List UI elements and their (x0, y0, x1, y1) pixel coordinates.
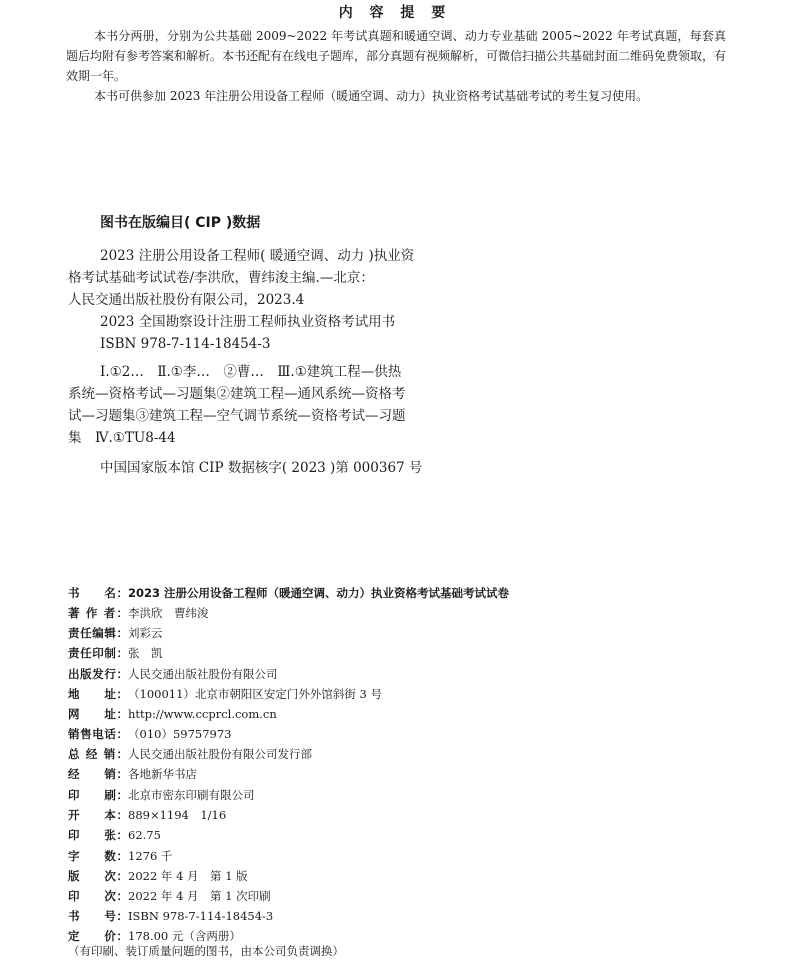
summary-title: 内 容 提 要 (338, 5, 452, 21)
copyright-label: 网 址： (68, 707, 128, 721)
copyright-row-seller (68, 764, 197, 784)
copyright-value: （010）59757973 (128, 727, 232, 741)
cip-line: 格考试基础考试试卷/李洪欣，曹纬浚主编.—北京： (68, 270, 374, 286)
copyright-value: 北京市密东印刷有限公司 (128, 788, 255, 802)
cip-record-number: 中国国家版本馆 CIP 数据核字( 2023 )第 000367 号 (100, 460, 423, 476)
copyright-row-edition (68, 866, 248, 886)
copyright-row-impression (68, 886, 271, 906)
copyright-footnote: （有印刷、装订质量问题的图书，由本公司负责调换） (68, 944, 344, 958)
copyright-label: 著 作 者： (68, 606, 128, 620)
copyright-row-publisher (68, 664, 278, 684)
cip-line: 2023 注册公用设备工程师( 暖通空调、动力 )执业资 (100, 248, 415, 264)
copyright-row-address (68, 684, 382, 704)
copyright-label: 销售电话： (68, 727, 128, 741)
copyright-label: 出版发行： (68, 667, 128, 681)
copyright-value: 889×1194 1/16 (128, 808, 227, 822)
copyright-value: 李洪欣 曹纬浚 (128, 606, 209, 620)
copyright-label: 字 数： (68, 849, 128, 863)
summary-paragraph-2: 本书可供参加 2023 年注册公用设备工程师（暖通空调、动力）执业资格考试基础考试的考生复习使用。 (94, 89, 649, 103)
copyright-value: 2022 年 4 月 第 1 次印刷 (128, 889, 271, 903)
cip-classification-line: 集 Ⅳ.①TU8-44 (68, 430, 176, 446)
cip-classification-line: Ⅰ.①2… Ⅱ.①李… ②曹… Ⅲ.①建筑工程—供热 (100, 364, 402, 380)
copyright-row-phone (68, 724, 231, 744)
copyright-label: 责任编辑： (68, 626, 128, 640)
copyright-row-editor (68, 623, 163, 643)
copyright-label: 经 销： (68, 767, 128, 781)
copyright-row-printer (68, 785, 255, 805)
copyright-label: 责任印制： (68, 646, 128, 660)
copyright-row-word-count (68, 846, 172, 866)
cip-classification-line: 系统—资格考试—习题集②建筑工程—通风系统—资格考 (68, 386, 406, 402)
copyright-value: 2023 注册公用设备工程师（暖通空调、动力）执业资格考试基础考试试卷 (128, 586, 510, 600)
copyright-label: 印 次： (68, 889, 128, 903)
copyright-label: 印 张： (68, 828, 128, 842)
copyright-value: ISBN 978-7-114-18454-3 (128, 909, 274, 923)
copyright-label: 印 刷： (68, 788, 128, 802)
copyright-value: 178.00 元（含两册） (128, 929, 241, 943)
copyright-label: 版 次： (68, 869, 128, 883)
copyright-label: 书 名： (68, 586, 128, 600)
copyright-row-author (68, 603, 209, 623)
copyright-value: 1276 千 (128, 849, 173, 863)
copyright-row-title (68, 583, 509, 603)
cip-heading: 图书在版编目( CIP )数据 (100, 215, 261, 231)
copyright-value: http://www.ccprcl.com.cn (128, 707, 277, 721)
copyright-label: 开 本： (68, 808, 128, 822)
copyright-row-website (68, 704, 277, 724)
copyright-value: 人民交通出版社股份有限公司发行部 (128, 747, 312, 761)
copyright-value: （100011）北京市朝阳区安定门外外馆斜街 3 号 (128, 687, 383, 701)
copyright-value: 刘彩云 (128, 626, 163, 640)
cip-isbn: ISBN 978-7-114-18454-3 (100, 336, 271, 352)
copyright-label: 定 价： (68, 929, 128, 943)
copyright-label: 地 址： (68, 687, 128, 701)
summary-paragraph-1: 本书分两册，分别为公共基础 2009~2022 年考试真题和暖通空调、动力专业基础 2005~2022 年考试真题，每套真题后均附有参考答案和解析。本书还配有在线电子题库，部分真题有视频解析，可微信扫描公共基础封面二维码免费领取，有效期一年。 (66, 29, 727, 83)
copyright-row-isbn (68, 906, 273, 926)
copyright-row-print-supervisor (68, 643, 163, 663)
cip-line: 2023 全国勘察设计注册工程师执业资格考试用书 (100, 314, 396, 330)
copyright-value: 各地新华书店 (128, 767, 197, 781)
copyright-value: 人民交通出版社股份有限公司 (128, 667, 278, 681)
copyright-value: 2022 年 4 月 第 1 版 (128, 869, 248, 883)
copyright-label: 书 号： (68, 909, 128, 923)
copyright-value: 62.75 (128, 828, 161, 842)
cip-classification-line: 试—习题集③建筑工程—空气调节系统—资格考试—习题 (68, 408, 406, 424)
copyright-label: 总 经 销： (68, 747, 128, 761)
copyright-row-format (68, 805, 226, 825)
copyright-value: 张 凯 (128, 646, 163, 660)
copyright-row-distributor (68, 744, 312, 764)
cip-line: 人民交通出版社股份有限公司，2023.4 (68, 292, 305, 308)
copyright-row-sheets (68, 825, 161, 845)
